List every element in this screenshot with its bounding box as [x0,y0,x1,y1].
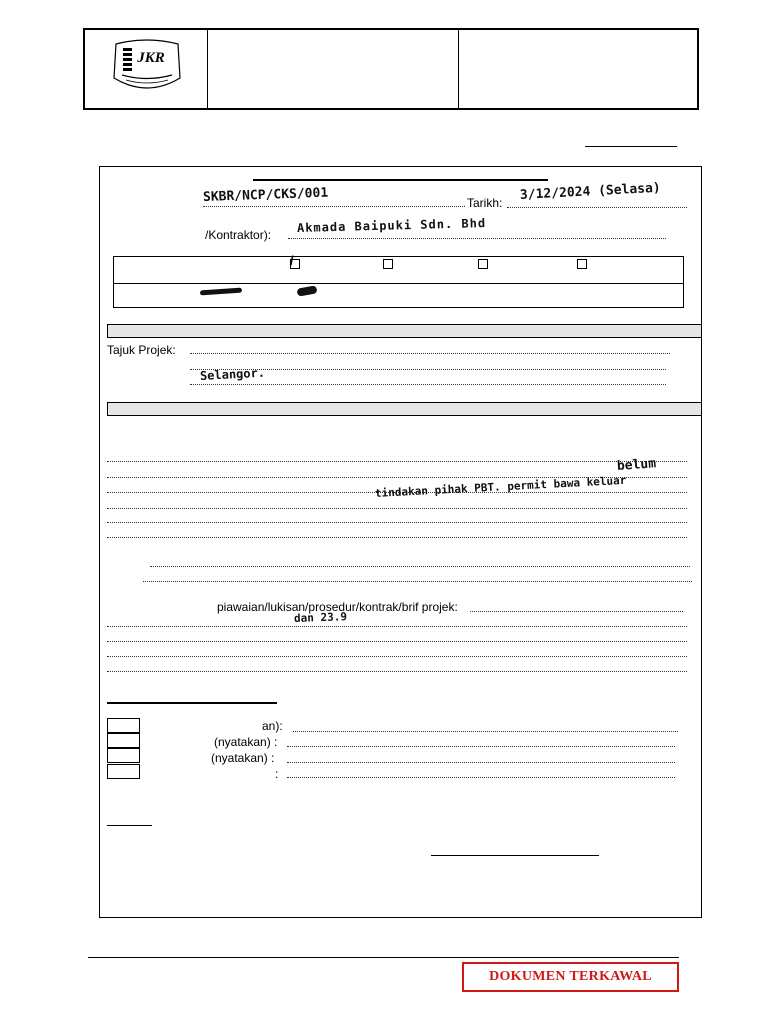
option-box-1[interactable] [107,718,140,733]
tajuk-projek-label: Tajuk Projek: [107,343,176,357]
rujukan-field[interactable] [470,611,683,612]
ref-no-field[interactable] [203,206,465,207]
section-header-bar [107,324,702,338]
butiran-line[interactable] [107,522,687,523]
handwritten-kontraktor: Akmada Baipuki Sdn. Bhd [296,216,487,235]
rujukan-line[interactable] [107,626,687,627]
checkbox-2[interactable] [383,259,393,269]
section-header-bar [107,402,702,416]
option-label-4: : [275,767,279,781]
rujukan-line[interactable] [107,641,687,642]
butiran-line[interactable] [107,537,687,538]
option-box-4[interactable] [107,764,140,779]
jkr-logo [110,38,184,94]
note-underline [107,825,152,826]
option-box-2[interactable] [107,733,140,748]
rujukan-line[interactable] [107,656,687,657]
subheading-underline [107,702,277,704]
kontraktor-label: /Kontraktor): [205,228,272,242]
kontraktor-field[interactable] [288,238,666,239]
tarikh-label: Tarikh: [467,196,503,210]
document-header [83,28,699,110]
category-table [113,256,684,308]
option-field-3[interactable] [287,762,675,763]
handwritten-rujukan: dan 23.9 [293,610,348,625]
header-divider [458,30,459,108]
checkbox-3[interactable] [478,259,488,269]
butiran-line[interactable] [107,508,687,509]
header-divider [207,30,208,108]
option-box-3[interactable] [107,748,140,763]
handwritten-butiran-2: tindakan pihak PBT. permit bawa keluar [374,473,627,500]
form-title-underline [253,179,548,181]
butiran-line[interactable] [107,461,687,462]
option-field-2[interactable] [287,746,675,747]
reference-underline [585,146,677,147]
handwritten-lokasi: Selangor. [199,365,266,383]
controlled-document-stamp: DOKUMEN TERKAWAL [462,962,679,992]
handwritten-tarikh: 3/12/2024 (Selasa) [519,180,662,203]
handwritten-ref-no: SKBR/NCP/CKS/001 [202,185,329,205]
option-field-4[interactable] [287,777,675,778]
option-label-3: (nyatakan) : [211,751,275,765]
rujukan-label: piawaian/lukisan/prosedur/kontrak/brif projek: [217,600,458,614]
butiran-line[interactable] [143,581,692,582]
option-field-1[interactable] [293,731,678,732]
tajuk-projek-line[interactable] [190,353,670,354]
checkmark-icon: / [290,253,294,268]
checkbox-4[interactable] [577,259,587,269]
option-label-1: an): [262,719,283,733]
svg-text:JKR: JKR [137,50,165,66]
handwritten-butiran-1: belum [616,456,657,474]
footer-rule [88,957,679,958]
option-label-2: (nyatakan) : [214,735,278,749]
signature-line[interactable] [431,855,599,856]
tajuk-projek-line[interactable] [190,384,666,385]
butiran-line[interactable] [150,566,690,567]
rujukan-line[interactable] [107,671,687,672]
table-row-divider [114,283,683,284]
tarikh-field[interactable] [507,207,687,208]
